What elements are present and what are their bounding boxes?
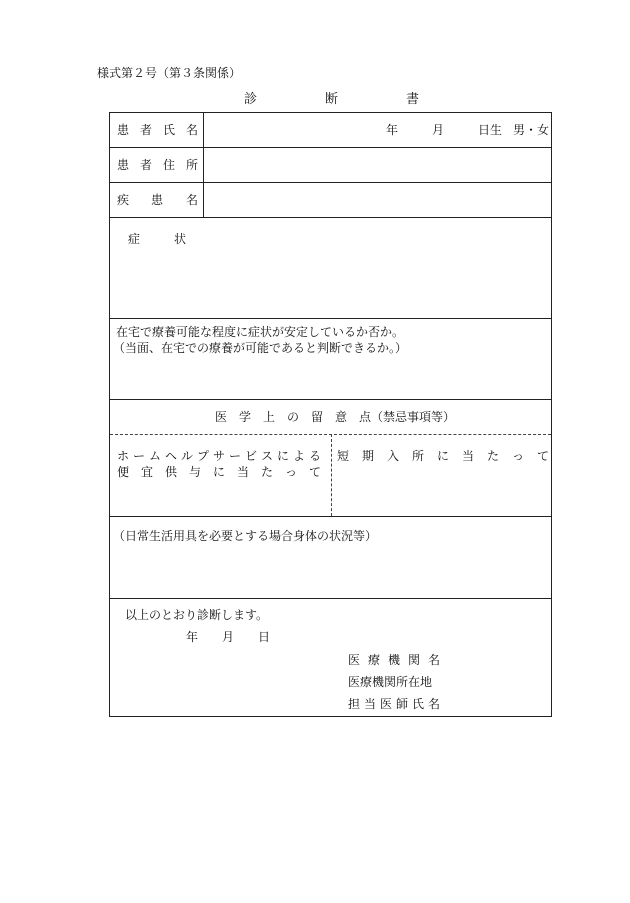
- sex-label: 男・女: [513, 123, 550, 137]
- home-help-char: ー: [133, 449, 146, 463]
- short-stay-char: て: [537, 449, 550, 463]
- home-care-question: 在宅で療養可能な程度に症状が安定しているか否か。: [116, 325, 405, 339]
- patient-name-label-char: 名: [186, 123, 199, 137]
- row-divider-home-care: [110, 399, 551, 400]
- medical-notes-label-char: 点: [359, 410, 372, 424]
- institution-name-char: 医: [348, 653, 361, 667]
- institution-name-char: 機: [388, 653, 401, 667]
- patient-name-label-char: 患: [117, 123, 130, 137]
- home-help-char: ル: [181, 449, 194, 463]
- institution-address-label: 医療機関所在地: [348, 675, 433, 689]
- short-stay-char: に: [437, 449, 450, 463]
- document-title-char-1: 診: [244, 92, 258, 107]
- document-title-char-2: 断: [325, 92, 339, 107]
- row-divider-address: [110, 182, 551, 183]
- patient-address-label-char: 住: [163, 158, 176, 172]
- short-stay-char: 期: [362, 449, 375, 463]
- doctor-name-char: 担: [348, 697, 361, 711]
- row-divider-daily-life: [110, 598, 551, 599]
- short-stay-char: 入: [387, 449, 400, 463]
- document-title-char-3: 書: [406, 92, 420, 107]
- institution-name-char: 名: [428, 653, 441, 667]
- home-care-subquestion: （当面、在宅での療養が可能であると判断できるか。）: [113, 341, 408, 355]
- short-stay-char: 短: [337, 449, 350, 463]
- doctor-name-char: 医: [380, 697, 393, 711]
- diagnosis-form-table: [109, 112, 552, 717]
- medical-notes-label-char: 学: [239, 410, 252, 424]
- doctor-name-char: 当: [364, 697, 377, 711]
- home-help-char: ム: [149, 449, 162, 463]
- short-stay-char: っ: [512, 449, 525, 463]
- short-stay-char: た: [487, 449, 500, 463]
- notes-column-divider: [331, 434, 332, 516]
- short-stay-char: 当: [462, 449, 475, 463]
- home-help-char: 供: [165, 465, 178, 479]
- home-help-char: ヘ: [165, 449, 178, 463]
- medical-notes-label-char: 留: [311, 410, 324, 424]
- patient-name-label-char: 者: [140, 123, 153, 137]
- home-help-char: 宜: [141, 465, 154, 479]
- date-month-label: 月: [222, 630, 235, 644]
- home-help-char: プ: [197, 449, 210, 463]
- label-column-divider: [203, 113, 204, 217]
- home-help-char: ホ: [117, 449, 130, 463]
- institution-name-char: 関: [408, 653, 421, 667]
- medical-notes-label-char: の: [287, 410, 300, 424]
- patient-name-label-char: 氏: [163, 123, 176, 137]
- patient-address-label-char: 患: [117, 158, 130, 172]
- home-help-char: る: [309, 449, 322, 463]
- disease-name-label-char: 疾: [117, 193, 130, 207]
- home-help-char: 当: [237, 465, 250, 479]
- doctor-name-char: 師: [396, 697, 409, 711]
- date-day-label: 日: [258, 630, 271, 644]
- form-number-label: 様式第２号（第３条関係）: [97, 66, 242, 80]
- birth-day-label: 日生: [478, 123, 503, 137]
- home-help-char: 便: [117, 465, 130, 479]
- birth-year-label: 年: [386, 123, 399, 137]
- patient-address-label-char: 者: [140, 158, 153, 172]
- home-help-char: ー: [229, 449, 242, 463]
- home-help-char: よ: [293, 449, 306, 463]
- diagnosis-statement: 以上のとおり診断します。: [125, 608, 269, 622]
- symptoms-label-char: 状: [174, 232, 187, 246]
- home-help-char: 与: [189, 465, 202, 479]
- disease-name-label-char: 名: [186, 193, 199, 207]
- daily-life-label: （日常生活用具を必要とする場合身体の状況等）: [113, 529, 378, 543]
- doctor-name-char: 氏: [412, 697, 425, 711]
- symptoms-label-char: 症: [128, 232, 141, 246]
- doctor-name-char: 名: [428, 697, 441, 711]
- birth-month-label: 月: [432, 123, 445, 137]
- home-help-char: ビ: [245, 449, 258, 463]
- institution-name-char: 療: [368, 653, 381, 667]
- home-help-char: っ: [285, 465, 298, 479]
- row-divider-name: [110, 147, 551, 148]
- date-year-label: 年: [186, 630, 199, 644]
- row-divider-symptoms: [110, 318, 551, 319]
- medical-notes-label-char: 医: [215, 410, 228, 424]
- home-help-char: た: [261, 465, 274, 479]
- medical-notes-label-char: 意: [335, 410, 348, 424]
- medical-notes-label-char: 上: [263, 410, 276, 424]
- home-help-char: に: [213, 465, 226, 479]
- home-help-char: サ: [213, 449, 226, 463]
- disease-name-label-char: 患: [151, 193, 164, 207]
- home-help-char: て: [309, 465, 322, 479]
- home-help-char: に: [277, 449, 290, 463]
- patient-address-label-char: 所: [186, 158, 199, 172]
- medical-notes-suffix: （禁忌事項等）: [371, 410, 456, 424]
- home-help-char: ス: [261, 449, 274, 463]
- row-divider-notes: [110, 516, 551, 517]
- row-divider-disease: [110, 217, 551, 218]
- short-stay-char: 所: [412, 449, 425, 463]
